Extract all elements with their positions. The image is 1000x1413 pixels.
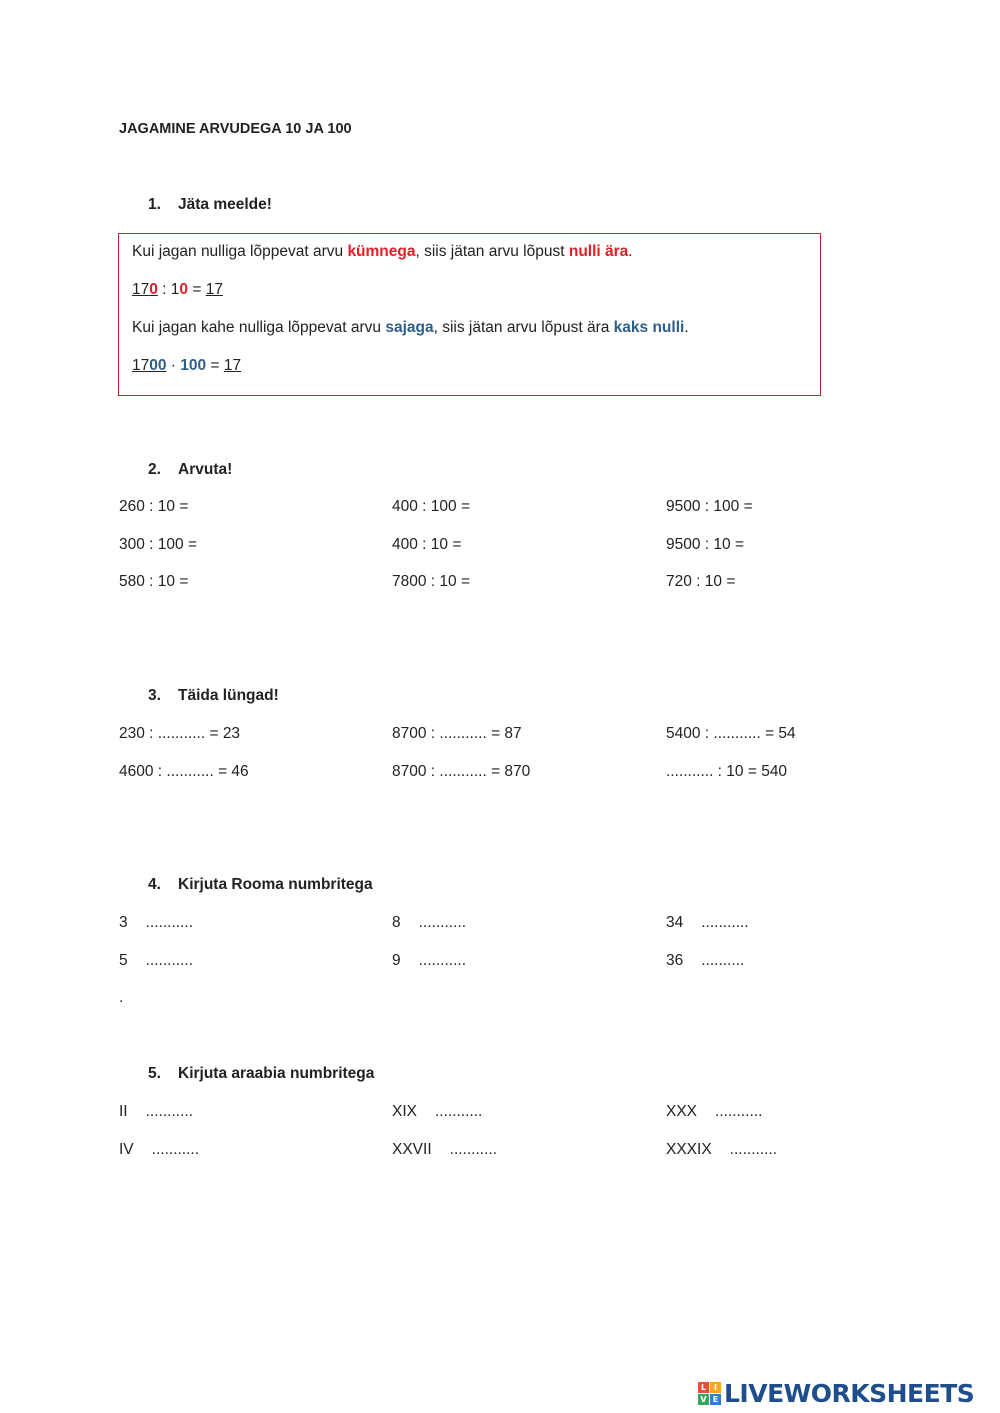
rule-2-middle: , siis jätan arvu lõpust ära (433, 319, 614, 336)
rule-1-before: Kui jagan nulliga lõppevat arvu (132, 243, 348, 260)
section-5-number: 5. (148, 1065, 161, 1082)
section-3-title: Täida lüngad! (178, 687, 279, 704)
example-1-dividend-zero: 0 (149, 281, 158, 298)
task-4-1-1[interactable] (119, 914, 193, 932)
logo-mark-icon (698, 1382, 721, 1405)
section-3-heading (148, 687, 279, 705)
task-5-1-2[interactable] (392, 1103, 482, 1121)
rule-2-before: Kui jagan kahe nulliga lõppevat arvu (132, 319, 386, 336)
task-4-2-1[interactable] (119, 952, 193, 970)
rule-1-highlight-kymnega: kümnega (347, 243, 416, 260)
example-1-operator: : (157, 281, 171, 298)
task-2-1-1[interactable]: 260 : 10 = (119, 498, 189, 515)
section-4-title: Kirjuta Rooma numbritega (178, 876, 373, 893)
section-4-number: 4. (148, 876, 161, 893)
logo-text: LIVEWORKSHEETS (724, 1378, 975, 1408)
task-2-2-1[interactable]: 300 : 100 = (119, 536, 197, 553)
stray-dot: . (119, 989, 124, 1006)
section-2-number: 2. (148, 461, 161, 478)
task-5-2-2-blank[interactable]: ........... (449, 1141, 498, 1158)
task-2-3-2[interactable]: 7800 : 10 = (392, 573, 470, 590)
section-1-title: Jäta meelde! (178, 196, 272, 213)
example-2-result: 17 (223, 357, 242, 374)
task-3-1-3[interactable]: 5400 : ........... = 54 (666, 725, 796, 742)
example-2-dividend-digits: 17 (132, 357, 150, 374)
section-4-heading (148, 876, 373, 894)
logo-mark-i: I (710, 1382, 721, 1393)
rule-2-highlight-kaks-nulli: kaks nulli (613, 319, 685, 336)
liveworksheets-logo[interactable] (698, 1378, 974, 1408)
task-4-1-2[interactable] (392, 914, 466, 932)
example-2-divisor-digit: 1 (180, 357, 189, 374)
task-5-1-3-blank[interactable]: ........... (715, 1103, 763, 1120)
section-5-heading (148, 1065, 374, 1083)
task-4-1-2-value: 8 (392, 914, 401, 931)
example-1-dividend (132, 281, 158, 298)
task-4-1-3-value: 34 (666, 914, 684, 931)
task-3-2-3[interactable]: ........... : 10 = 540 (666, 763, 788, 780)
example-1-result: 17 (205, 281, 223, 298)
task-4-2-2[interactable] (392, 952, 466, 970)
section-1-number: 1. (148, 196, 161, 213)
task-5-2-3[interactable] (666, 1141, 777, 1159)
task-5-2-1-blank[interactable]: ........... (151, 1141, 200, 1158)
example-1-dividend-digits: 17 (132, 281, 150, 298)
logo-mark-e: E (710, 1394, 721, 1405)
task-2-2-2[interactable]: 400 : 10 = (392, 536, 462, 553)
task-3-2-1[interactable]: 4600 : ........... = 46 (119, 763, 249, 780)
rule-1-middle: , siis jätan arvu lõpust (415, 243, 569, 260)
task-4-2-1-blank[interactable]: ........... (145, 952, 193, 969)
task-5-1-3-value: XXX (666, 1103, 698, 1120)
task-4-1-1-value: 3 (119, 914, 128, 931)
task-2-3-3[interactable]: 720 : 10 = (666, 573, 736, 590)
example-1-divisor-digit: 1 (170, 281, 180, 298)
section-3-number: 3. (148, 687, 161, 704)
section-2-title: Arvuta! (178, 461, 233, 478)
task-4-2-3-blank[interactable]: .......... (701, 952, 745, 969)
task-5-1-2-value: XIX (392, 1103, 417, 1120)
section-1-heading (148, 196, 272, 214)
example-1 (132, 281, 223, 299)
task-5-1-1-value: II (119, 1103, 128, 1120)
task-2-2-3[interactable]: 9500 : 10 = (666, 536, 744, 553)
task-3-1-1[interactable]: 230 : ........... = 23 (119, 725, 241, 742)
example-2-divisor-zeros: 00 (188, 357, 207, 374)
rule-2-end: . (684, 319, 689, 336)
section-5-title: Kirjuta araabia numbritega (178, 1065, 375, 1082)
example-1-divisor-zero: 0 (179, 281, 189, 298)
task-5-1-1-blank[interactable]: ........... (145, 1103, 193, 1120)
task-2-1-3[interactable]: 9500 : 100 = (666, 498, 753, 515)
task-4-2-2-blank[interactable]: ........... (418, 952, 466, 969)
task-3-2-2[interactable]: 8700 : ........... = 870 (392, 763, 531, 780)
task-5-2-2[interactable] (392, 1141, 497, 1159)
rule-2-text (132, 319, 689, 337)
task-5-2-1[interactable] (119, 1141, 199, 1159)
task-4-1-2-blank[interactable]: ........... (418, 914, 466, 931)
worksheet-title: JAGAMINE ARVUDEGA 10 JA 100 (119, 121, 352, 137)
task-2-3-1[interactable]: 580 : 10 = (119, 573, 189, 590)
task-5-1-2-blank[interactable]: ........... (434, 1103, 483, 1120)
example-2-dividend (132, 357, 167, 374)
logo-mark-v: V (698, 1394, 709, 1405)
task-4-2-2-value: 9 (392, 952, 401, 969)
rule-1-end: . (628, 243, 633, 260)
task-5-2-3-blank[interactable]: ........... (729, 1141, 778, 1158)
task-4-1-3-blank[interactable]: ........... (701, 914, 749, 931)
task-4-2-3[interactable] (666, 952, 744, 970)
example-2-equals: = (206, 357, 224, 374)
example-2-divisor (180, 357, 206, 374)
task-5-1-1[interactable] (119, 1103, 193, 1121)
example-2-operator: · (166, 357, 181, 374)
task-3-1-2[interactable]: 8700 : ........... = 87 (392, 725, 522, 742)
task-2-1-2[interactable]: 400 : 100 = (392, 498, 470, 515)
task-4-1-1-blank[interactable]: ........... (145, 914, 193, 931)
example-2-dividend-zeros: 00 (149, 357, 167, 374)
logo-mark-l: L (698, 1382, 709, 1393)
rule-1-text (132, 243, 633, 261)
task-4-2-3-value: 36 (666, 952, 684, 969)
remember-box (118, 233, 821, 396)
rule-1-highlight-nulli-ara: nulli ära (568, 243, 629, 260)
task-5-2-1-value: IV (119, 1141, 134, 1158)
task-4-2-1-value: 5 (119, 952, 128, 969)
example-2 (132, 357, 241, 375)
task-5-2-2-value: XXVII (392, 1141, 432, 1158)
task-5-2-3-value: XXXIX (666, 1141, 712, 1158)
task-5-1-3[interactable] (666, 1103, 762, 1121)
rule-2-highlight-sajaga: sajaga (385, 319, 434, 336)
example-1-equals: = (188, 281, 206, 298)
section-2-heading (148, 461, 232, 479)
task-4-1-3[interactable] (666, 914, 749, 932)
